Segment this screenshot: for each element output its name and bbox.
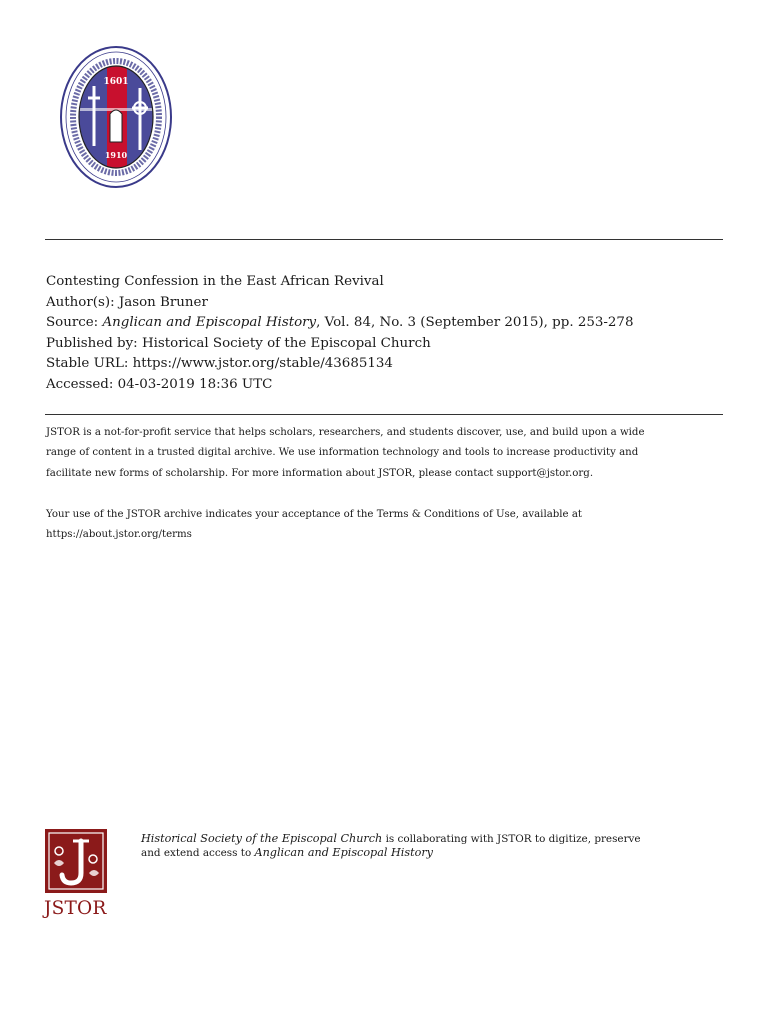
collaboration-statement: Historical Society of the Episcopal Church is collaborating with JSTOR to digitize, preserve and extend access to Anglican and Episcopal History <box>141 832 641 859</box>
top-divider <box>45 239 723 240</box>
svg-text:1601: 1601 <box>103 77 129 87</box>
author-line: Author(s): Jason Bruner <box>46 294 208 310</box>
terms-link[interactable]: https://about.jstor.org/terms <box>46 529 192 541</box>
accessed-line: Accessed: 04-03-2019 18:36 UTC <box>46 376 273 392</box>
middle-divider <box>45 414 723 415</box>
publisher-line: Published by: Historical Society of the Episcopal Church <box>46 335 431 351</box>
jstor-logo-icon <box>45 829 107 893</box>
svg-text:1910: 1910 <box>104 150 128 160</box>
citation-block <box>46 272 633 396</box>
society-seal-logo <box>60 46 172 188</box>
publisher-name: Historical Society of the Episcopal Church <box>141 832 383 845</box>
about-jstor-paragraph: JSTOR is a not-for-profit service that helps scholars, researchers, and students discover, use, and build upon a wide range of content in a trusted digital archive. We use information technology and tools to increase productivity and facilitate new forms of scholarship. For more information about JSTOR, please contact support@jstor.org. <box>46 427 645 479</box>
journal-title: Anglican and Episcopal History <box>102 315 317 331</box>
article-title: Contesting Confession in the East African Revival <box>46 274 384 289</box>
author-name: Jason Bruner <box>118 294 208 310</box>
source-line: Source: Anglican and Episcopal History, Vol. 84, No. 3 (September 2015), pp. 253-278 <box>46 315 634 331</box>
terms-paragraph: Your use of the JSTOR archive indicates your acceptance of the Terms & Conditions of Use, available at https://about.jstor.org/terms <box>46 508 582 541</box>
stable-url-line: Stable URL: https://www.jstor.org/stable/43685134 <box>46 356 393 372</box>
journal-name: Anglican and Episcopal History <box>254 846 433 859</box>
stable-url-link[interactable]: https://www.jstor.org/stable/43685134 <box>132 356 393 372</box>
jstor-notice <box>46 423 726 566</box>
jstor-wordmark: JSTOR <box>44 898 107 919</box>
